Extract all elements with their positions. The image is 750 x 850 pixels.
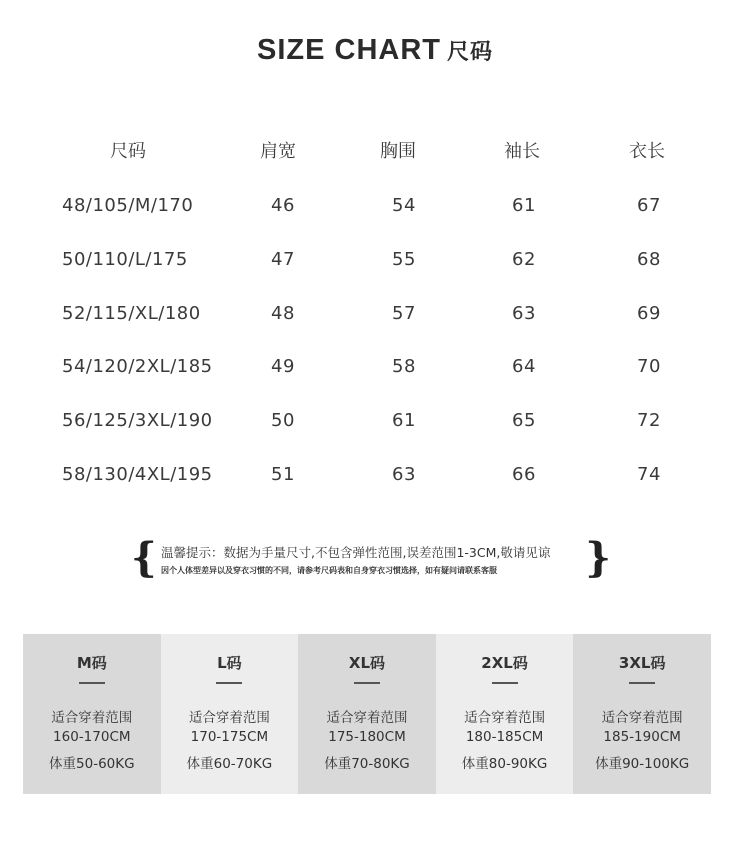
weight-range: 体重60-70KG [186, 756, 273, 772]
cell-sleeve: 65 [512, 410, 536, 431]
cell-shoulder: 49 [271, 356, 295, 377]
cell-size: 58/130/4XL/195 [62, 464, 213, 485]
header-sleeve: 袖长 [504, 141, 540, 162]
height-range: 160-170CM [53, 729, 131, 745]
divider [629, 682, 655, 684]
cell-shoulder: 46 [271, 195, 295, 216]
cell-chest: 55 [392, 249, 416, 270]
cell-shoulder: 51 [271, 464, 295, 485]
title-cn: 尺码 [446, 40, 493, 65]
cell-sleeve: 61 [512, 195, 536, 216]
fit-range-label: 适合穿着范围 [188, 710, 270, 726]
height-range: 185-190CM [603, 729, 681, 745]
fit-range-label: 适合穿着范围 [464, 710, 546, 726]
cell-size: 50/110/L/175 [62, 249, 188, 270]
size-name: XL码 [348, 654, 386, 672]
weight-range: 体重80-90KG [461, 756, 548, 772]
cell-sleeve: 64 [512, 356, 536, 377]
cell-size: 48/105/M/170 [62, 195, 194, 216]
height-range: 175-180CM [328, 729, 406, 745]
size-box-3xl [573, 634, 711, 794]
size-range-panel [23, 634, 711, 794]
cell-chest: 57 [392, 303, 416, 324]
cell-size: 54/120/2XL/185 [62, 356, 213, 377]
cell-length: 69 [637, 303, 661, 324]
title-en: SIZE CHART [256, 34, 441, 66]
cell-length: 67 [637, 195, 661, 216]
cell-sleeve: 62 [512, 249, 536, 270]
header-shoulder: 肩宽 [260, 141, 296, 162]
size-name: 2XL码 [481, 654, 528, 672]
cell-chest: 61 [392, 410, 416, 431]
page-title [0, 34, 750, 67]
divider [79, 682, 105, 684]
note-line-2: 因个人体型差异以及穿衣习惯的不同，请参考尺码表和自身穿衣习惯选择，如有疑问请联系客服 [161, 566, 497, 575]
size-box-l [161, 634, 299, 794]
cell-chest: 63 [392, 464, 416, 485]
cell-sleeve: 63 [512, 303, 536, 324]
fit-range-label: 适合穿着范围 [51, 710, 133, 726]
left-brace: { [131, 534, 157, 581]
divider [354, 682, 380, 684]
fit-range-label: 适合穿着范围 [601, 710, 683, 726]
height-range: 170-175CM [190, 729, 269, 745]
weight-range: 体重50-60KG [49, 756, 135, 772]
size-name: 3XL码 [618, 654, 666, 672]
cell-length: 74 [637, 464, 661, 485]
cell-length: 72 [637, 410, 661, 431]
note-line-1: 温馨提示：数据为手量尺寸,不包含弹性范围,误差范围1-3CM,敬请见谅 [161, 545, 551, 560]
divider [216, 682, 242, 684]
cell-length: 68 [637, 249, 661, 270]
cell-shoulder: 48 [271, 303, 295, 324]
size-name: L码 [217, 654, 242, 672]
weight-range: 体重90-100KG [595, 756, 690, 772]
header-size: 尺码 [110, 141, 146, 162]
header-chest: 胸围 [380, 141, 416, 162]
measurement-note [131, 534, 611, 584]
cell-size: 56/125/3XL/190 [62, 410, 213, 431]
right-brace: } [585, 534, 611, 581]
fit-range-label: 适合穿着范围 [326, 710, 408, 726]
cell-sleeve: 66 [512, 464, 536, 485]
size-box-m [23, 634, 161, 794]
cell-chest: 58 [392, 356, 416, 377]
cell-length: 70 [637, 356, 661, 377]
cell-shoulder: 50 [271, 410, 295, 431]
cell-chest: 54 [392, 195, 416, 216]
size-box-2xl [436, 634, 574, 794]
cell-size: 52/115/XL/180 [62, 303, 201, 324]
divider [492, 682, 518, 684]
header-length: 衣长 [629, 141, 665, 162]
cell-shoulder: 47 [271, 249, 295, 270]
size-box-xl [298, 634, 436, 794]
size-name: M码 [76, 654, 107, 672]
weight-range: 体重70-80KG [324, 756, 410, 772]
height-range: 180-185CM [465, 729, 544, 745]
